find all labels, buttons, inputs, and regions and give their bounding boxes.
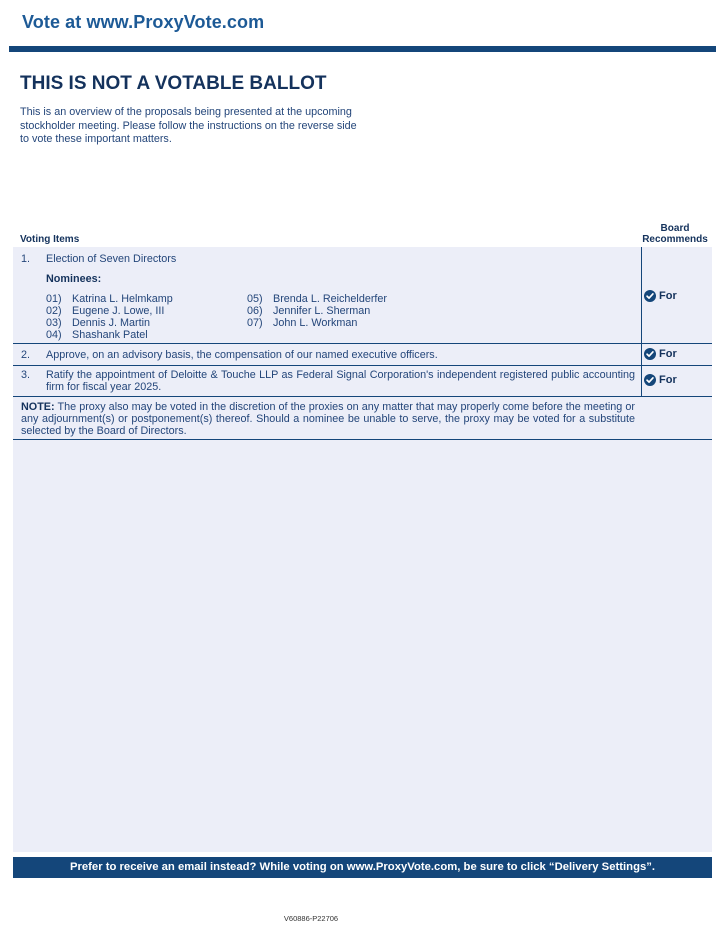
nominee-item bbox=[46, 317, 150, 329]
nominee-name: Katrina L. Helmkamp bbox=[72, 293, 173, 305]
nominee-name: Brenda L. Reichelderfer bbox=[273, 293, 388, 305]
nominee-item bbox=[247, 317, 357, 329]
row-divider bbox=[13, 343, 712, 344]
check-circle-icon bbox=[644, 290, 656, 302]
nominee-item bbox=[247, 305, 370, 317]
nominee-name: John L. Workman bbox=[273, 317, 358, 329]
recommendation-label: For bbox=[659, 374, 677, 386]
check-circle-icon bbox=[644, 348, 656, 360]
board-recommends-line2: Recommends bbox=[642, 234, 708, 245]
nominee-name: Jennifer L. Sherman bbox=[273, 305, 371, 317]
row-divider bbox=[13, 365, 712, 366]
item-3-recommendation bbox=[644, 374, 677, 386]
ballot-title: THIS IS NOT A VOTABLE BALLOT bbox=[20, 73, 327, 94]
item-1-number: 1. bbox=[21, 253, 31, 265]
document-code: V60886-P22706 bbox=[283, 914, 339, 923]
check-circle-icon bbox=[644, 374, 656, 386]
nominee-number: 01) bbox=[46, 293, 62, 305]
recommendation-label: For bbox=[659, 290, 677, 302]
item-1-text: Election of Seven Directors bbox=[46, 253, 177, 265]
nominee-number: 04) bbox=[46, 329, 62, 341]
email-delivery-banner: Prefer to receive an email instead? While voting on www.ProxyVote.com, be sure to click “Delivery Settings”. bbox=[13, 857, 712, 878]
board-recommends-header bbox=[640, 223, 710, 245]
header-rule bbox=[9, 46, 716, 52]
nominee-item bbox=[46, 329, 148, 341]
nominee-item bbox=[46, 305, 164, 317]
item-3-number: 3. bbox=[21, 369, 31, 381]
nominee-name: Dennis J. Martin bbox=[72, 317, 151, 329]
row-divider bbox=[13, 439, 712, 440]
note-label: NOTE: bbox=[21, 401, 55, 413]
item-1-recommendation bbox=[644, 290, 677, 302]
nominee-number: 05) bbox=[247, 293, 263, 305]
voting-items-header: Voting Items bbox=[20, 234, 80, 245]
nominees-label: Nominees: bbox=[46, 273, 102, 285]
nominee-number: 06) bbox=[247, 305, 263, 317]
nominee-item bbox=[46, 293, 173, 305]
intro-text: This is an overview of the proposals being presented at the upcoming stockholder meeting. Please follow the instructions on the reverse side to vote these important matters. bbox=[20, 106, 357, 145]
nominee-number: 02) bbox=[46, 305, 62, 317]
proxyvote-link[interactable]: Vote at www.ProxyVote.com bbox=[22, 12, 265, 32]
note-text: The proxy also may be voted in the discretion of the proxies on any matter that may properly come before the meeting or any adjournment(s) or postponement(s) thereof. Should a nominee be unable to serve, the proxy may be voted for a substitute selected by the Board of Directors. bbox=[21, 401, 636, 437]
nominee-item bbox=[247, 293, 387, 305]
item-3-text: Ratify the appointment of Deloitte & Touche LLP as Federal Signal Corporation's independent registered public accounting firm for fiscal year 2025. bbox=[46, 369, 635, 393]
recommendation-label: For bbox=[659, 348, 677, 360]
item-2-recommendation bbox=[644, 348, 677, 360]
item-2-number: 2. bbox=[21, 349, 31, 361]
nominee-name: Eugene J. Lowe, III bbox=[72, 305, 165, 317]
nominee-name: Shashank Patel bbox=[72, 329, 148, 341]
board-recommends-line1: Board bbox=[660, 223, 690, 234]
column-divider bbox=[641, 247, 642, 396]
item-2-text: Approve, on an advisory basis, the compensation of our named executive officers. bbox=[46, 349, 438, 361]
nominee-number: 07) bbox=[247, 317, 263, 329]
row-divider bbox=[13, 396, 712, 397]
nominee-number: 03) bbox=[46, 317, 62, 329]
proxy-note bbox=[21, 401, 635, 437]
